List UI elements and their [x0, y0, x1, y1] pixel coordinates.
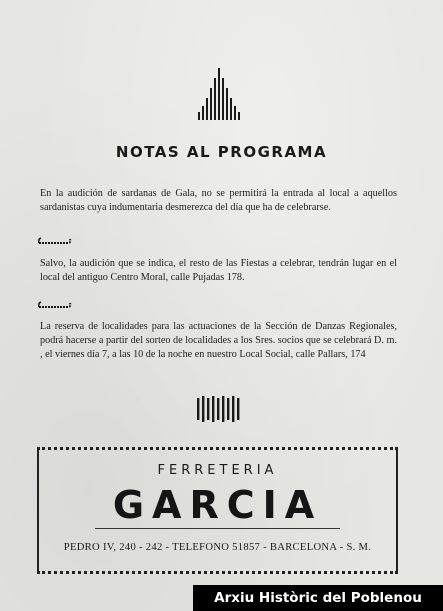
advert-line-garcia: GARCIA [112, 483, 323, 527]
advert-line-ferreteria: FERRETERIA [157, 463, 278, 478]
archive-watermark: Arxiu Històric del Poblenou [193, 585, 443, 611]
paragraph: La reserva de localidades para las actuaciones de la Sección de Danzas Regionales, podrá hacerse a partir del sorteo de localidades a los Sres. socios que se celebrará D. m. , el viernes día 7, a las 10 de la noche en nuestro Local Social, calle Pallars, 174 [40, 321, 397, 360]
paragraph: En la audición de sardanas de Gala, no se permitirá la entrada al local a aquellos sardanistas cuya indumentaria desmerezca del día que ha de celebrarse. [40, 188, 397, 213]
advert-rule [95, 528, 340, 529]
advertisement-box [37, 447, 398, 574]
advert-address: PEDRO IV, 240 - 242 - TELEFONO 51857 - BARCELONA - S. M. [63, 542, 372, 553]
bar-ornament-top [198, 68, 242, 120]
paragraph: Salvo, la audición que se indica, el resto de las Fiestas a celebrar, tendrán lugar en el local del antiguo Centro Moral, calle Pujadas 178. [40, 258, 397, 283]
flourish-divider [38, 236, 72, 246]
bar-ornament-middle [197, 396, 243, 422]
page-title: NOTAS AL PROGRAMA [115, 143, 328, 161]
flourish-divider [38, 300, 72, 310]
